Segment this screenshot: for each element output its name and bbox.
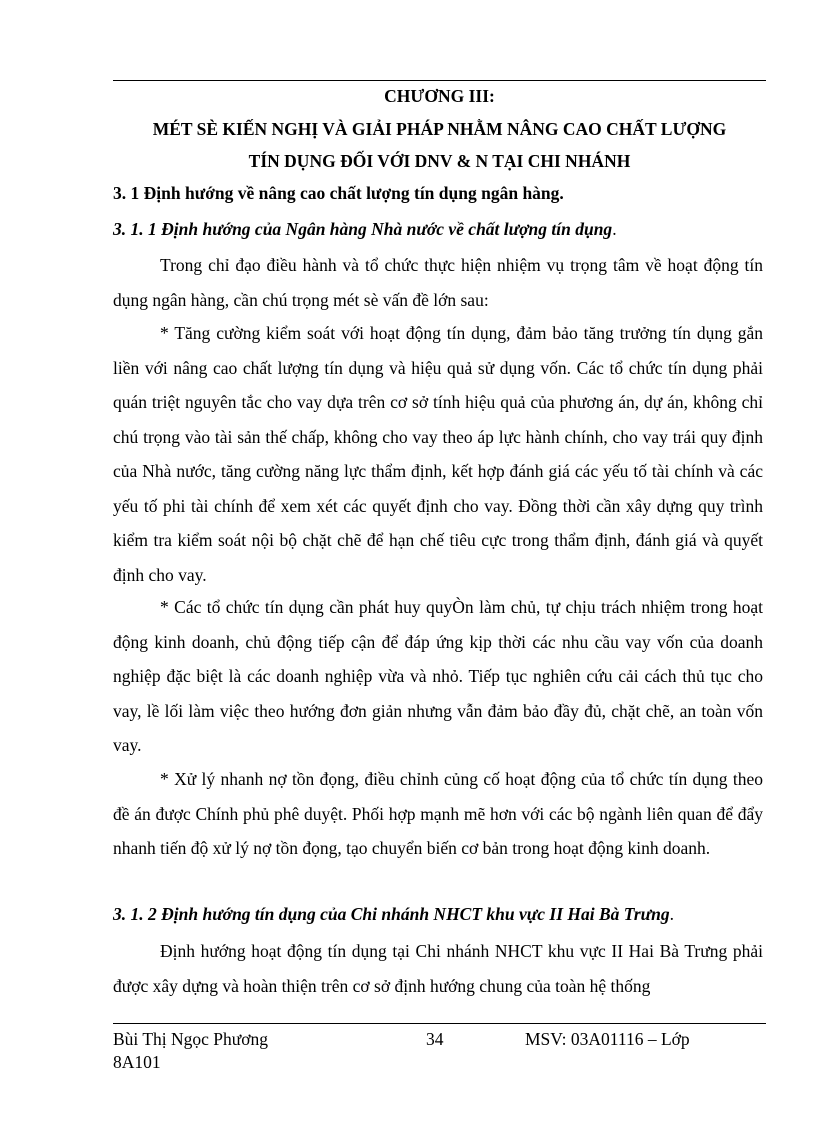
chapter-number: CHƯƠNG III:	[384, 86, 495, 106]
section-heading-3-1-2-text: 3. 1. 2 Định hướng tín dụng của Chi nhánh NHCT khu vực II Hai Bà Trưng	[113, 904, 670, 924]
footer-author: Bùi Thị Ngọc Phương	[113, 1029, 269, 1049]
paragraph-intro: Trong chỉ đạo điều hành và tổ chức thực hiện nhiệm vụ trọng tâm về hoạt động tín dụng ngân hàng, cần chú trọng mét sè vấn đề lớn sau:	[113, 255, 763, 310]
paragraph-autonomy: * Các tổ chức tín dụng cần phát huy quyÒn làm chủ, tự chịu trách nhiệm trong hoạt động kinh doanh, chủ động tiếp cận để đáp ứng kịp thời các nhu cầu vay vốn của doanh nghiệp đặc biệt là các doanh nghiệp vừa và nhỏ. Tiếp tục nghiên cứu cải cách thủ tục cho vay, lề lối làm việc theo hướng đơn giản nhưng vẫn đảm bảo đầy đủ, chặt chẽ, an toàn vốn vay.	[113, 597, 763, 755]
chapter-title-line-1: MÉT SÈ KIẾN NGHỊ VÀ GIẢI PHÁP NHẰM NÂNG CAO CHẤT LƯỢNG	[152, 119, 727, 139]
chapter-title-line-2: TÍN DỤNG ĐỐI VỚI DNV & N TẠI CHI NHÁNH	[248, 151, 631, 171]
paragraph-credit-control: * Tăng cường kiểm soát với hoạt động tín dụng, đảm bảo tăng trưởng tín dụng gắn liền với nâng cao chất lượng tín dụng và hiệu quả sử dụng vốn. Các tổ chức tín dụng phải quán triệt nguyên tắc cho vay dựa trên cơ sở tính hiệu quả của phương án, dự án, không chỉ chú trọng vào tài sản thế chấp, không cho vay theo áp lực hành chính, cho vay trái quy định của Nhà nước, tăng cường năng lực thẩm định, kết hợp đánh giá các yếu tố tài chính và các yếu tố phi tài chính để xem xét các quyết định cho vay. Đồng thời cần xây dựng quy trình kiểm tra kiểm soát nội bộ chặt chẽ để hạn chế tiêu cực trong thẩm định, đánh giá và quyết định cho vay.	[113, 323, 763, 585]
section-heading-3-1-2: 3. 1. 2 Định hướng tín dụng của Chi nhánh NHCT khu vực II Hai Bà Trưng.	[113, 904, 674, 924]
footer-rule	[113, 1023, 766, 1024]
footer-student-id: MSV: 03A01116 – Lớp	[525, 1029, 690, 1049]
section-heading-3-1: 3. 1 Định hướng về nâng cao chất lượng tín dụng ngân hàng.	[113, 183, 564, 203]
section-heading-3-1-text: 3. 1 Định hướng về nâng cao chất lượng tín dụng ngân hàng	[113, 183, 560, 203]
footer-page-number: 34	[426, 1029, 444, 1049]
footer-class: 8A101	[113, 1052, 161, 1072]
paragraph-branch-orientation: Định hướng hoạt động tín dụng tại Chi nhánh NHCT khu vực II Hai Bà Trưng phải được xây dựng và hoàn thiện trên cơ sở định hướng chung của toàn hệ thống	[113, 941, 763, 996]
header-rule	[113, 80, 766, 81]
section-heading-3-1-1: 3. 1. 1 Định hướng của Ngân hàng Nhà nước về chất lượng tín dụng.	[113, 219, 617, 239]
section-heading-3-1-1-text: 3. 1. 1 Định hướng của Ngân hàng Nhà nước về chất lượng tín dụng	[113, 219, 613, 239]
paragraph-bad-debt: * Xử lý nhanh nợ tồn đọng, điều chỉnh củng cố hoạt động của tổ chức tín dụng theo đề án được Chính phủ phê duyệt. Phối hợp mạnh mẽ hơn với các bộ ngành liên quan để đẩy nhanh tiến độ xử lý nợ tồn đọng, tạo chuyển biến cơ bản trong hoạt động kinh doanh.	[113, 769, 763, 858]
